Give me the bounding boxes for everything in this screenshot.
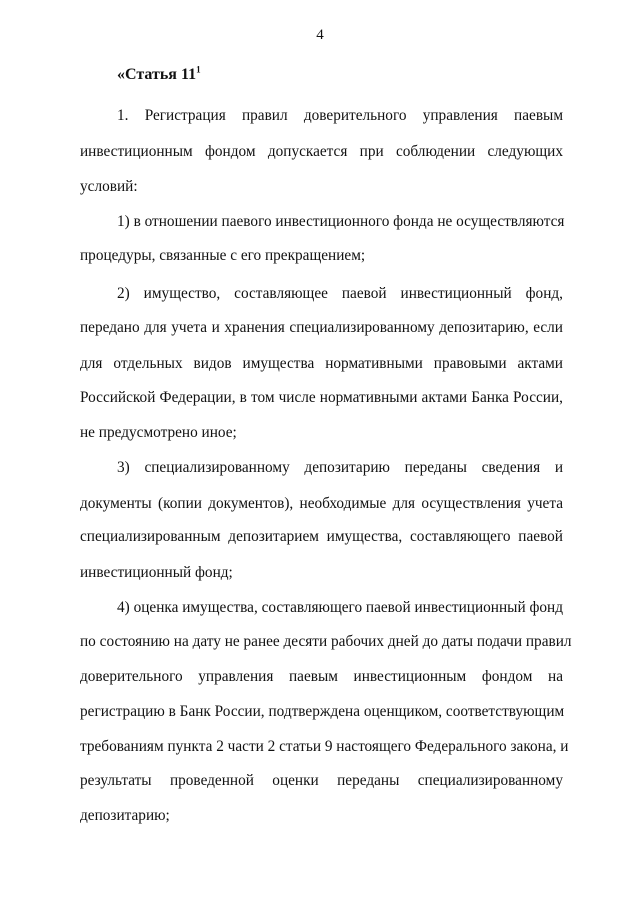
item-2-line-5: не предусмотрено иное; bbox=[80, 424, 237, 441]
item-4-line-7: депозитарию; bbox=[80, 807, 170, 824]
item-2-line-2: передано для учета и хранения специализированному депозитарию, если bbox=[80, 319, 563, 336]
item-4-line-3: доверительного управления паевым инвестиционным фондом на bbox=[80, 668, 563, 685]
item-3-line-3: специализированным депозитарием имущества, составляющего паевой bbox=[80, 528, 563, 545]
item-4-line-5: требованиям пункта 2 части 2 статьи 9 настоящего Федерального закона, и bbox=[80, 738, 569, 755]
article-title bbox=[117, 66, 201, 84]
item-4-line-4: регистрацию в Банк России, подтверждена оценщиком, соответствующим bbox=[80, 703, 565, 720]
paragraph-1-line-1: 1. Регистрация правил доверительного управления паевым bbox=[117, 107, 563, 124]
page-number: 4 bbox=[316, 27, 324, 43]
item-1-line-1: 1) в отношении паевого инвестиционного фонда не осуществляются bbox=[117, 213, 565, 230]
item-4-line-2: по состоянию на дату не ранее десяти рабочих дней до даты подачи правил bbox=[80, 633, 572, 650]
item-1-line-2: процедуры, связанные с его прекращением; bbox=[80, 247, 366, 264]
article-title-superscript: 1 bbox=[196, 64, 201, 75]
item-3-line-4: инвестиционный фонд; bbox=[80, 564, 233, 581]
item-2-line-4: Российской Федерации, в том числе нормативными актами Банка России, bbox=[80, 389, 563, 406]
item-4-line-6: результаты проведенной оценки переданы специализированному bbox=[80, 772, 563, 789]
item-2-line-1: 2) имущество, составляющее паевой инвестиционный фонд, bbox=[117, 285, 563, 302]
article-title-text: «Статья 11 bbox=[117, 66, 197, 83]
paragraph-1-line-2: инвестиционным фондом допускается при соблюдении следующих bbox=[80, 143, 563, 160]
item-3-line-2: документы (копии документов), необходимые для осуществления учета bbox=[80, 495, 563, 512]
paragraph-1-line-3: условий: bbox=[80, 178, 138, 195]
item-3-line-1: 3) специализированному депозитарию переданы сведения и bbox=[117, 459, 563, 476]
item-2-line-3: для отдельных видов имущества нормативными правовыми актами bbox=[80, 355, 563, 372]
item-4-line-1: 4) оценка имущества, составляющего паевой инвестиционный фонд bbox=[117, 599, 563, 616]
